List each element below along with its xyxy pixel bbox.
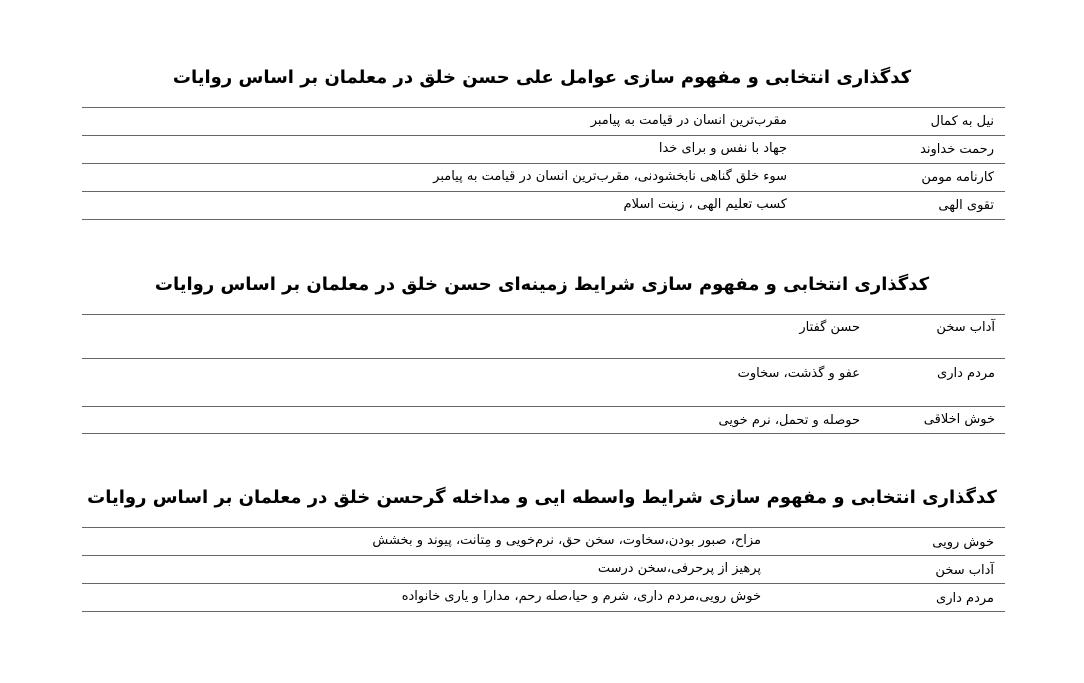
section-3-title: کدگذاری انتخابی و مفهوم سازی شرایط واسطه ایی و مداخله گرحسن خلق در معلمان بر اساس روایات bbox=[87, 487, 997, 508]
row-label: خوش اخلاقی bbox=[923, 412, 995, 427]
row-label: کارنامه مومن bbox=[921, 170, 994, 185]
causal-factors-table bbox=[82, 107, 1005, 220]
contextual-conditions-table bbox=[82, 314, 1005, 434]
table-row bbox=[82, 359, 1005, 407]
table-row bbox=[82, 192, 1005, 220]
row-value: مزاح، صبور بودن،سخاوت، سخن حق، نرم‌خویی و مِتانت، پیوند و بخشش bbox=[372, 533, 761, 548]
row-label: آداب سخن bbox=[935, 563, 994, 578]
table-row bbox=[82, 108, 1005, 136]
row-label: خوش رویی bbox=[932, 535, 994, 550]
row-value: کسب تعلیم الهی ، زینت اسلام bbox=[623, 197, 787, 212]
section-2-title: کدگذاری انتخابی و مفهوم سازی شرایط زمینه‌ای حسن خلق در معلمان بر اساس روایات bbox=[154, 274, 930, 295]
row-label: آداب سخن bbox=[936, 320, 995, 335]
row-value: جهاد با نفس و برای خدا bbox=[658, 141, 787, 156]
row-label: مردم داری bbox=[937, 366, 995, 381]
row-value: خوش رویی،مردم داری، شرم و حیا،صله رحم، مدارا و یاری خانواده bbox=[401, 589, 761, 604]
row-label: مردم داری bbox=[936, 591, 994, 606]
row-value: پرهیز از پرحرفی،سخن درست bbox=[597, 561, 761, 576]
table-row bbox=[82, 164, 1005, 192]
row-value: عفو و گذشت، سخاوت bbox=[737, 366, 860, 381]
row-value: سوء خلق گناهی نابخشودنی، مقرب‌ترین انسان در قیامت به پیامبر bbox=[433, 169, 787, 184]
row-label: تقوی الهی bbox=[938, 198, 994, 213]
table-row bbox=[82, 528, 1005, 556]
table-row bbox=[82, 584, 1005, 612]
section-1-title: کدگذاری انتخابی و مفهوم سازی عوامل علی حسن خلق در معلمان بر اساس روایات bbox=[172, 67, 912, 88]
table-row bbox=[82, 407, 1005, 434]
intervening-conditions-table bbox=[82, 527, 1005, 612]
row-value: حسن گفتار bbox=[799, 320, 860, 335]
table-row bbox=[82, 136, 1005, 164]
row-value: مقرب‌ترین انسان در قیامت به پیامبر bbox=[590, 113, 787, 128]
row-label: نیل به کمال bbox=[930, 114, 994, 129]
row-label: رحمت خداوند bbox=[920, 142, 994, 157]
table-row bbox=[82, 556, 1005, 584]
table-row bbox=[82, 315, 1005, 359]
row-value: حوصله و تحمل، نرم خویی bbox=[718, 413, 860, 428]
